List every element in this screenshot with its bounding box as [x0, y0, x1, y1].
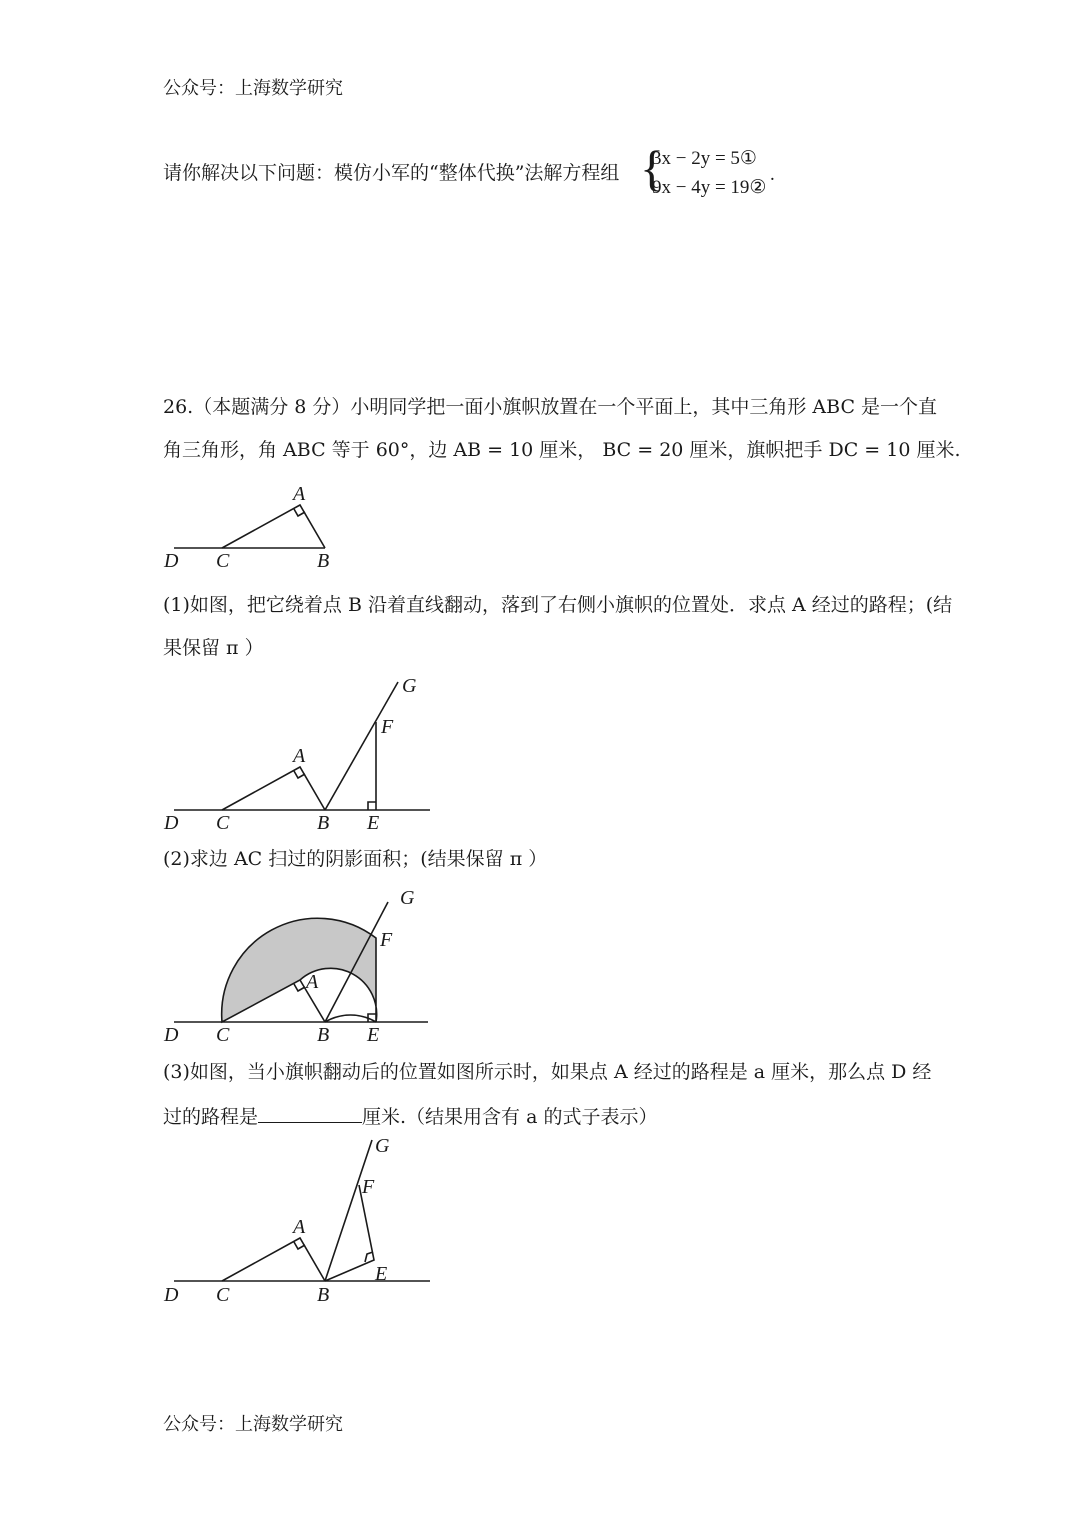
equation-brace: {: [640, 140, 664, 196]
part1-line-1: (1)如图，把它绕着点 B 沿着直线翻动，落到了右侧小旗帜的位置处．求点 A 经过的路程；(结: [163, 594, 953, 616]
right-angle-mark-e: [368, 802, 376, 810]
label-d: D: [164, 1024, 179, 1046]
figure-flip: [160, 670, 440, 835]
label-g: G: [375, 1135, 390, 1157]
q26-line-2: 角三角形，角 ABC 等于 60°，边 AB = 10 厘米， BC = 20 厘米，旗帜把手 DC = 10 厘米.: [163, 439, 961, 461]
q26-line-1: 26.（本题满分 8 分）小明同学把一面小旗帜放置在一个平面上，其中三角形 ABC 是一个直: [163, 396, 938, 418]
answer-blank: [258, 1104, 362, 1123]
label-d: D: [164, 812, 179, 834]
intro-text: 请你解决以下问题：模仿小军的“整体代换”法解方程组: [163, 162, 620, 184]
label-a: A: [293, 745, 306, 767]
label-c: C: [216, 1024, 230, 1046]
flag-pole-bg: [325, 682, 398, 810]
label-e: E: [375, 1263, 388, 1285]
equation-1: 3x − 2y = 5①: [652, 148, 757, 169]
page-footer: 公众号：上海数学研究: [163, 1414, 343, 1435]
label-b: B: [317, 812, 330, 834]
equation-end: .: [770, 164, 775, 185]
part3-line-1: (3)如图，当小旗帜翻动后的位置如图所示时，如果点 A 经过的路程是 a 厘米，那么点 D 经: [163, 1061, 932, 1083]
part1-line-2: 果保留 π ）: [163, 637, 264, 659]
page-header: 公众号：上海数学研究: [163, 78, 343, 99]
label-b: B: [317, 550, 330, 572]
figure-partial-flip: [160, 1130, 440, 1310]
triangle-fe: [325, 1185, 374, 1281]
figure-shaded: [160, 880, 440, 1050]
label-a: A: [306, 971, 319, 993]
label-b: B: [317, 1284, 330, 1306]
label-c: C: [216, 812, 230, 834]
shaded-region: [222, 918, 377, 1022]
label-f: F: [381, 716, 394, 738]
figure-flag: [160, 480, 360, 575]
part3-line-2: [163, 1104, 657, 1128]
label-f: F: [380, 929, 393, 951]
part3-line-2-before: 过的路程是: [163, 1106, 259, 1128]
triangle-abc: [222, 1238, 325, 1281]
label-d: D: [164, 1284, 179, 1306]
label-a: A: [293, 483, 306, 505]
label-c: C: [216, 1284, 230, 1306]
part2-line-1: (2)求边 AC 扫过的阴影面积；(结果保留 π ）: [163, 848, 548, 870]
label-c: C: [216, 550, 230, 572]
part3-line-2-after: 厘米.（结果用含有 a 的式子表示）: [362, 1106, 658, 1128]
equation-2: 9x − 4y = 19②: [652, 177, 767, 198]
label-d: D: [164, 550, 179, 572]
label-e: E: [367, 1024, 380, 1046]
triangle-abc: [222, 767, 325, 810]
label-a: A: [293, 1216, 306, 1238]
label-b: B: [317, 1024, 330, 1046]
label-e: E: [367, 812, 380, 834]
label-f: F: [362, 1176, 375, 1198]
label-g: G: [400, 887, 415, 909]
triangle-abc: [222, 505, 325, 548]
label-g: G: [402, 675, 417, 697]
